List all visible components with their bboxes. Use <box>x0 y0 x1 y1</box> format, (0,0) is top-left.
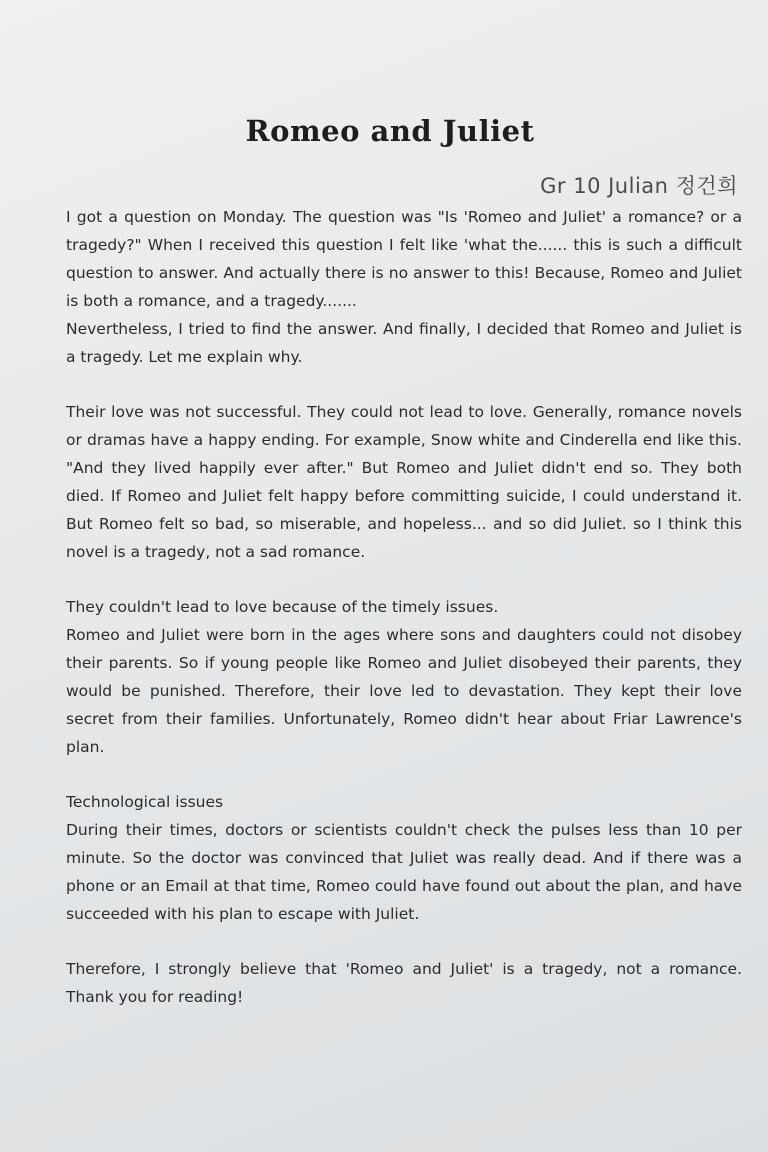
author-line: Gr 10 Julian 정건희 <box>540 174 738 198</box>
paragraph-love-unsuccessful: Their love was not successful. They could not lead to love. Generally, romance novels or dramas have a happy ending. For example, Snow white and Cinderella end like this. "And they lived happily ever after." But Romeo and Juliet didn't end so. They both died. If Romeo and Juliet felt happy before committing suicide, I could understand it. But Romeo felt so bad, so miserable, and hopeless... and so did Juliet. so I think this novel is a tragedy, not a sad romance. <box>66 403 742 561</box>
paragraph-conclusion: Therefore, I strongly believe that 'Romeo and Juliet' is a tragedy, not a romance. Thank you for reading! <box>66 960 742 1006</box>
paragraph-thesis: Nevertheless, I tried to find the answer. And finally, I decided that Romeo and Juliet is a tragedy. Let me explain why. <box>66 320 742 366</box>
paragraph-timely-issues: Romeo and Juliet were born in the ages where sons and daughters could not disobey their parents. So if young people like Romeo and Juliet disobeyed their parents, they would be punished. Therefore, their love led to devastation. They kept their love secret from their families. Unfortunately, Romeo didn't hear about Friar Lawrence's plan. <box>66 626 742 756</box>
paragraph-technological-heading: Technological issues <box>66 793 224 811</box>
essay-body <box>66 203 742 1038</box>
paragraph-intro: I got a question on Monday. The question was "Is 'Romeo and Juliet' a romance? or a tragedy?" When I received this question I felt like 'what the...... this is such a difficult question to answer. And actually there is no answer to this! Because, Romeo and Juliet is both a romance, and a tragedy....... <box>66 208 742 310</box>
paragraph-timely-issues-heading: They couldn't lead to love because of the timely issues. <box>66 598 499 616</box>
paragraph-technological-issues: During their times, doctors or scientists couldn't check the pulses less than 10 per minute. So the doctor was convinced that Juliet was really dead. And if there was a phone or an Email at that time, Romeo could have found out about the plan, and have succeeded with his plan to escape with Juliet. <box>66 821 742 923</box>
document-title: Romeo and Juliet <box>245 114 535 148</box>
